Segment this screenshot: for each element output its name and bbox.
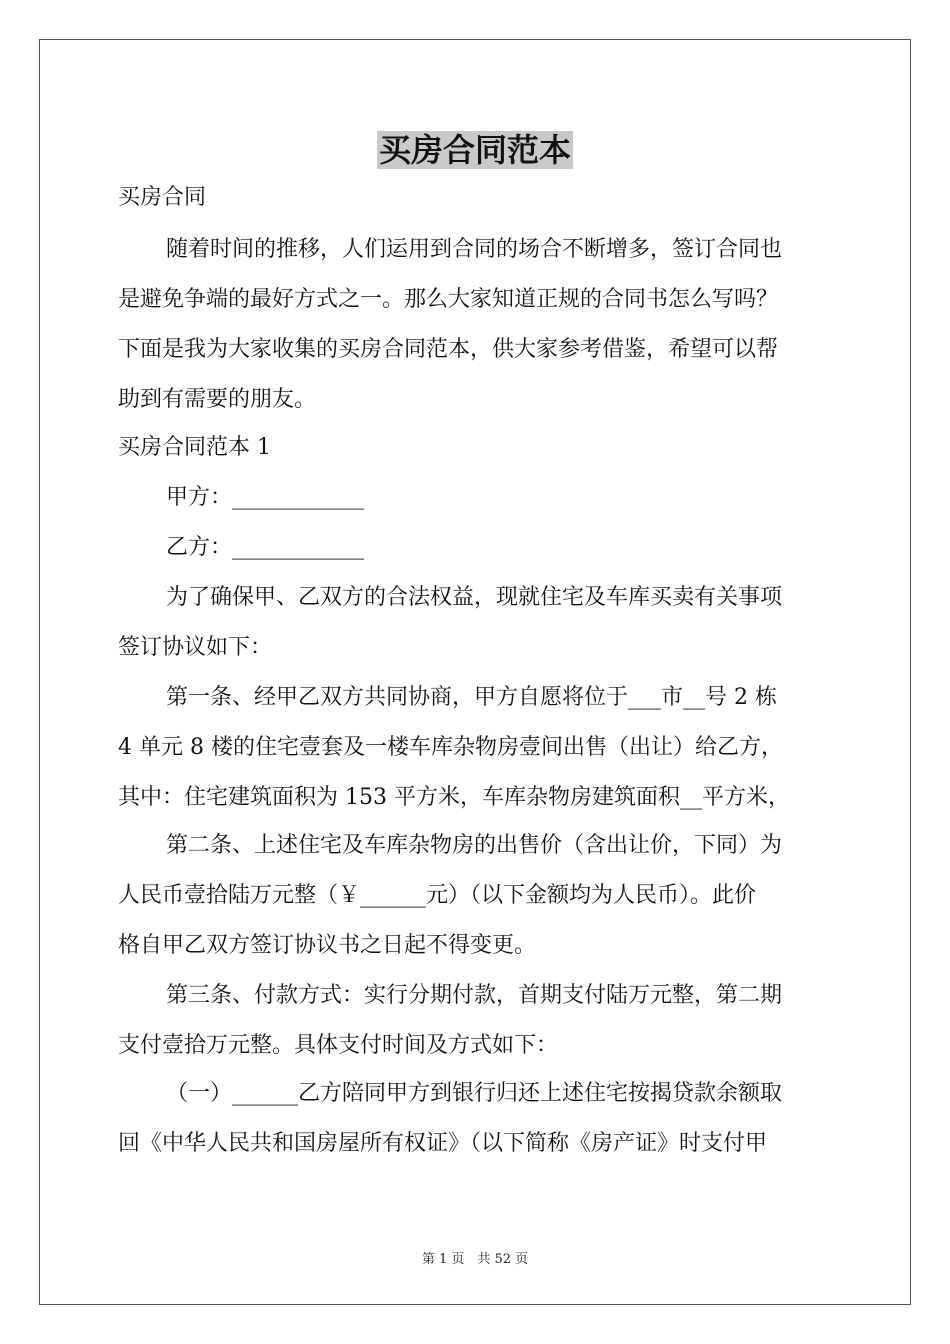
paragraph-line: 助到有需要的朋友。 [118, 387, 317, 412]
page-number: 第 1 页 共 52 页 [421, 1252, 529, 1267]
paragraph-line: 随着时间的推移，人们运用到合同的场合不断增多，签订合同也 [166, 237, 783, 262]
clause-line: 第一条、经甲乙双方共同协商，甲方自愿将位于___市__号 2 栋 [166, 685, 777, 710]
clause-line: 4 单元 8 楼的住宅壹套及一楼车库杂物房壹间出售（出让）给乙方， [118, 735, 783, 760]
paragraph-line: 签订协议如下： [118, 635, 273, 660]
clause-line: 第三条、付款方式：实行分期付款，首期支付陆万元整，第二期 [166, 983, 783, 1008]
party-a-line: 甲方：____________ [166, 485, 365, 510]
clause-line: （一）______乙方陪同甲方到银行归还上述住宅按揭贷款余额取 [166, 1081, 783, 1106]
paragraph-line: 是避免争端的最好方式之一。那么大家知道正规的合同书怎么写吗？ [118, 287, 779, 312]
clause-line: 回《中华人民共和国房屋所有权证》（以下简称《房产证》时支付甲 [118, 1131, 768, 1156]
heading-line: 买房合同 [118, 185, 207, 210]
section-heading: 买房合同范本 1 [118, 435, 271, 460]
document-title: 买房合同范本 [378, 131, 571, 169]
clause-line: 人民币壹拾陆万元整（￥______元）（以下金额均为人民币）。此价 [118, 883, 757, 908]
paragraph-line: 下面是我为大家收集的买房合同范本，供大家参考借鉴，希望可以帮 [118, 337, 779, 362]
paragraph-line: 为了确保甲、乙双方的合法权益，现就住宅及车库买卖有关事项 [166, 585, 783, 610]
clause-line: 格自甲乙双方签订协议书之日起不得变更。 [118, 933, 537, 958]
party-b-line: 乙方：____________ [166, 535, 365, 560]
page-border [39, 39, 911, 1305]
clause-line: 支付壹拾万元整。具体支付时间及方式如下： [118, 1033, 559, 1058]
clause-line: 其中：住宅建筑面积为 153 平方米，车库杂物房建筑面积__平方米， [118, 785, 790, 810]
clause-line: 第二条、上述住宅及车库杂物房的出售价（含出让价，下同）为 [166, 833, 783, 858]
